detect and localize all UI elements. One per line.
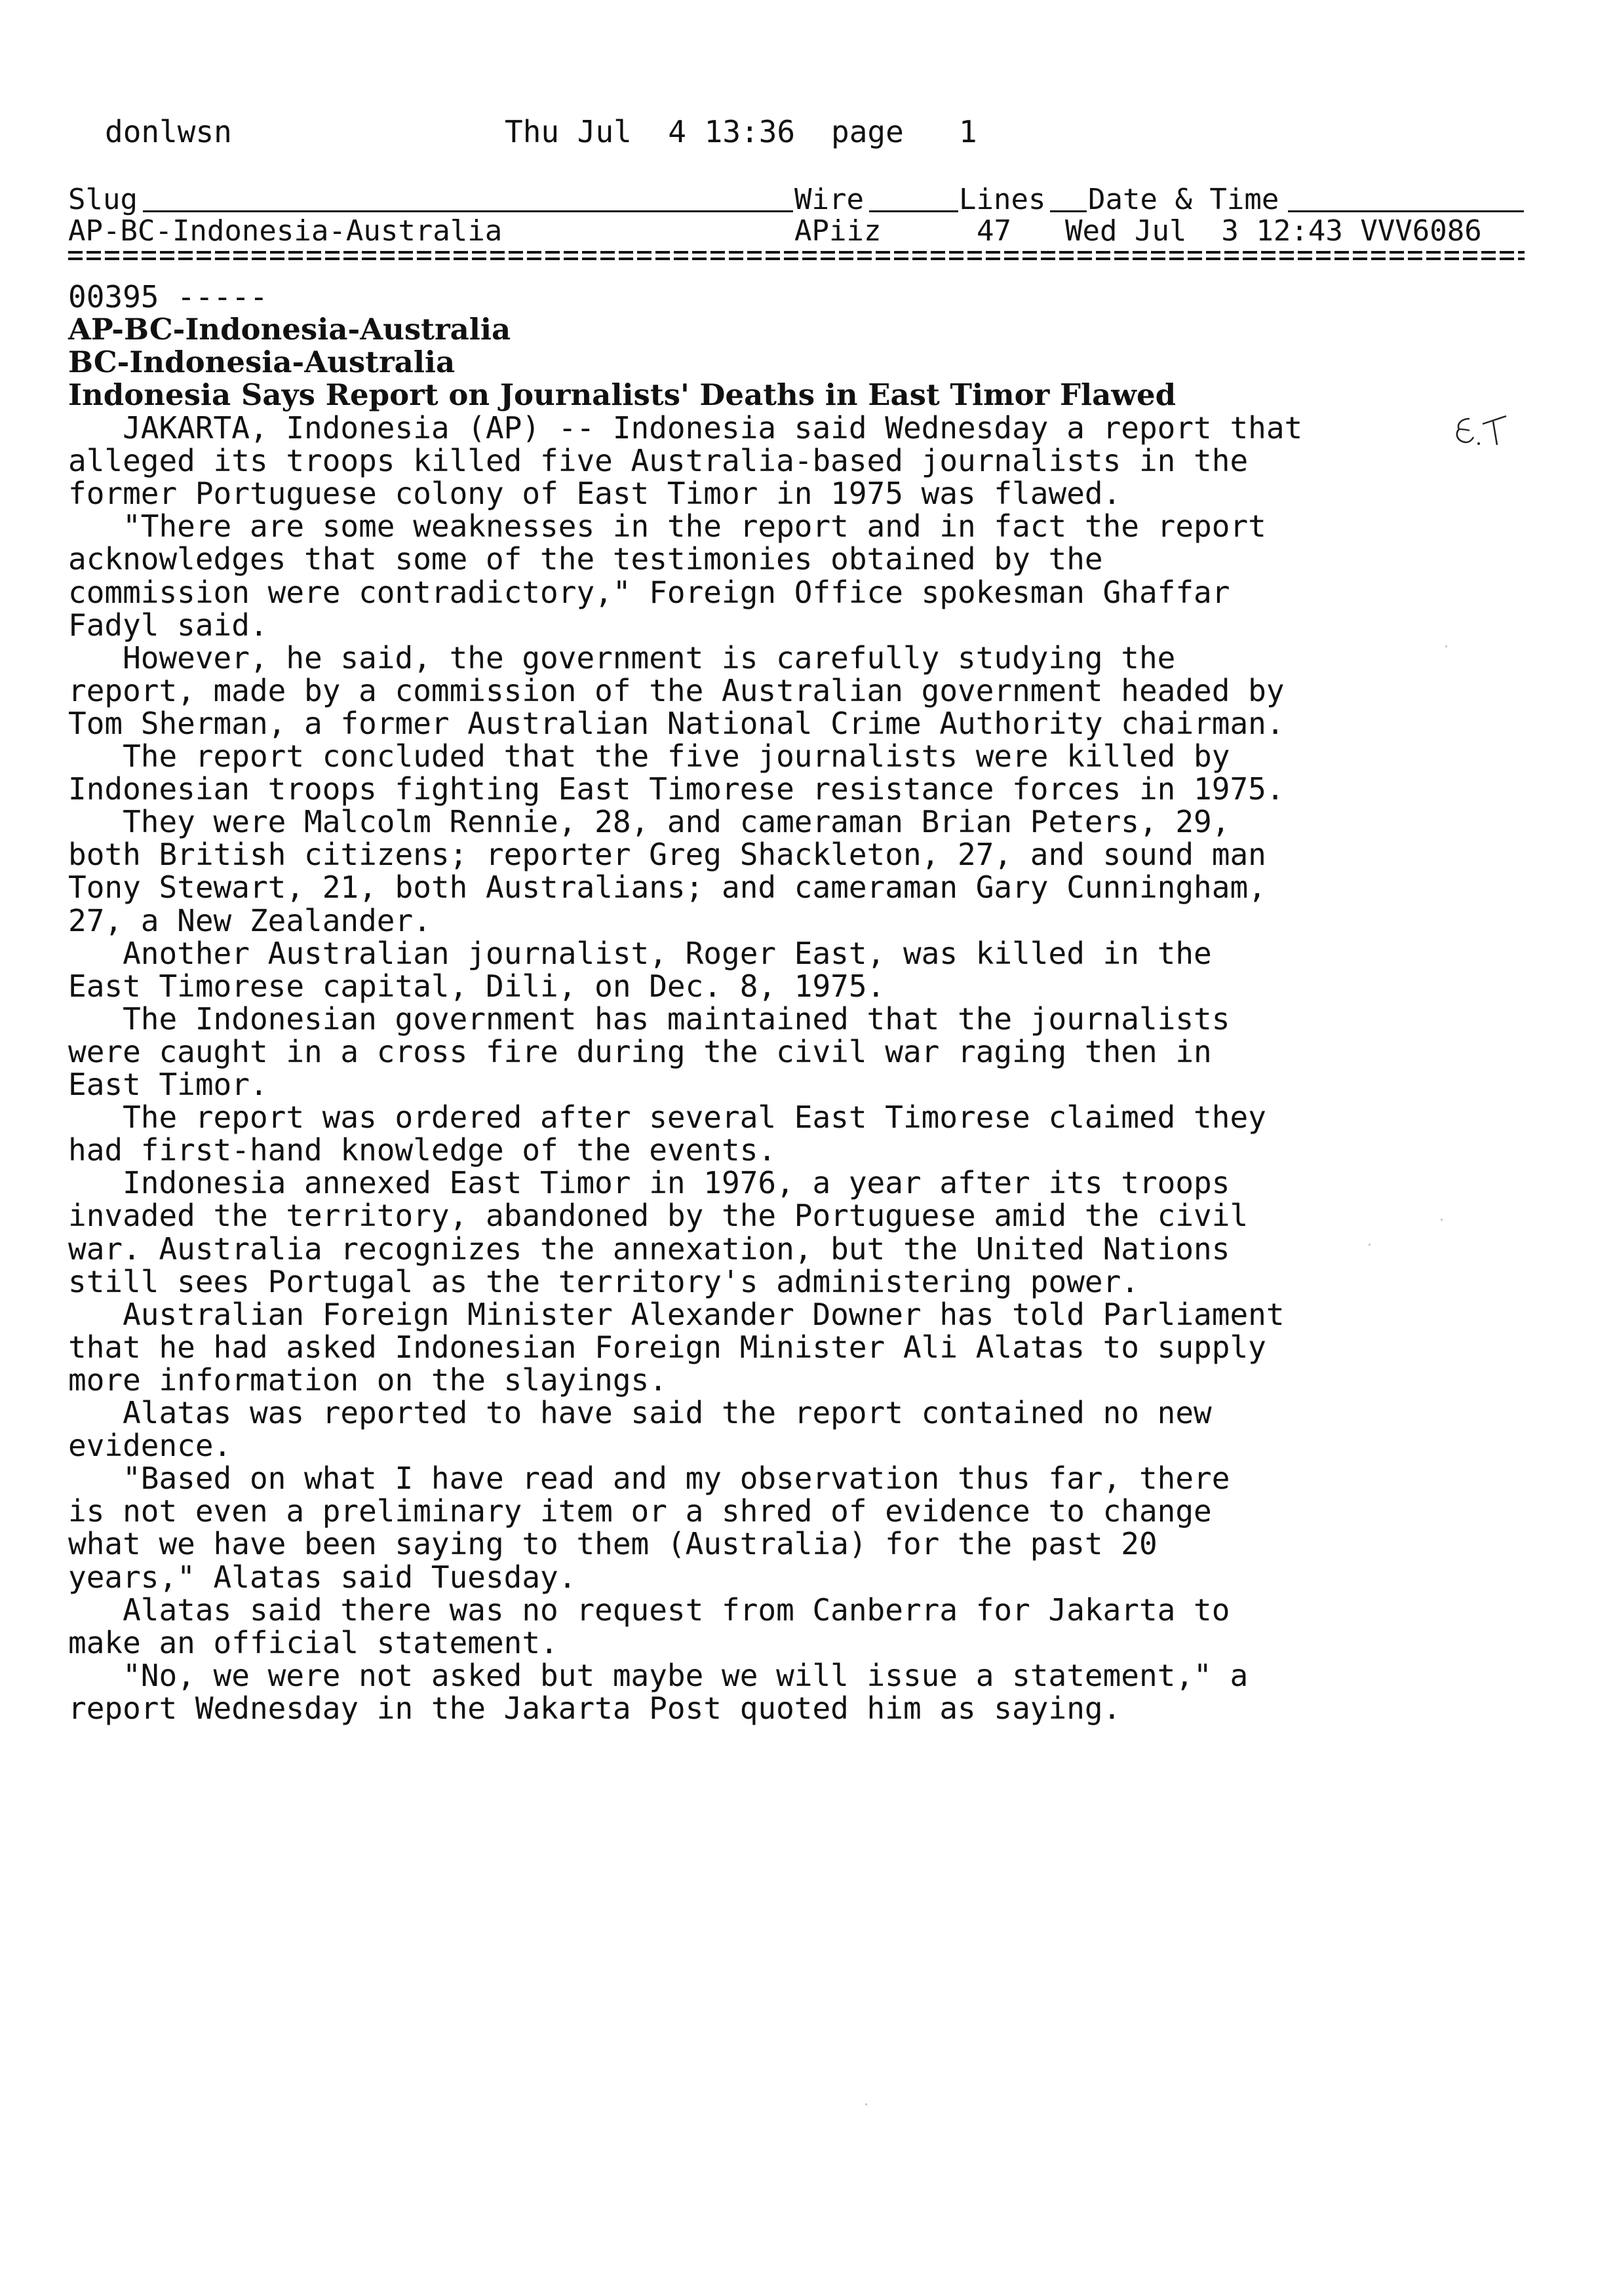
scan-speck (1369, 1244, 1371, 1246)
story-line: 27, a New Zealander. (68, 902, 431, 938)
story-line: invaded the territory, abandoned by the Portuguese amid the civil (68, 1198, 1249, 1234)
story-line: acknowledges that some of the testimonies obtained by the (68, 541, 1103, 577)
story-line: evidence. (68, 1428, 232, 1464)
story-line: The report was ordered after several East Timorese claimed they (68, 1100, 1266, 1136)
datetime-label: Date & Time (1088, 183, 1279, 216)
story-line: Indonesia annexed East Timor in 1976, a year after its troops (68, 1165, 1230, 1201)
scan-speck (1441, 1219, 1443, 1221)
story-line: However, he said, the government is carefully studying the (68, 640, 1176, 676)
story-line: make an official statement. (68, 1624, 558, 1660)
story-line: The Indonesian government has maintained that the journalists (68, 1001, 1230, 1037)
handwritten-note-icon (1450, 410, 1509, 455)
page-label: page (831, 114, 904, 149)
story-line: both British citizens; reporter Greg Shackleton, 27, and sound man (68, 837, 1266, 873)
wire-label: Wire (794, 183, 864, 216)
story-line: "Based on what I have read and my observation thus far, there (68, 1461, 1230, 1497)
story-line: report Wednesday in the Jakarta Post quoted him as saying. (68, 1690, 1121, 1726)
story-line: that he had asked Indonesian Foreign Minister Ali Alatas to supply (68, 1329, 1266, 1365)
separator-rule (68, 248, 1525, 263)
story-line: Alatas was reported to have said the report contained no new (68, 1395, 1212, 1430)
story-line: years," Alatas said Tuesday. (68, 1559, 577, 1595)
wire-underline (869, 210, 958, 212)
sender-id: donlwsn (105, 114, 232, 149)
datetime-underline (1288, 210, 1524, 212)
page-number: 1 (959, 114, 977, 149)
story-line: what we have been saying to them (Australia) for the past 20 (68, 1526, 1158, 1562)
story-line: had first-hand knowledge of the events. (68, 1132, 777, 1168)
story-id: 00395 ----- (68, 279, 268, 315)
story-slug-secondary: BC-Indonesia-Australia (68, 345, 456, 379)
story-line: East Timorese capital, Dili, on Dec. 8, 1975. (68, 968, 885, 1004)
story-line: report, made by a commission of the Australian government headed by (68, 672, 1285, 708)
story-line: JAKARTA, Indonesia (AP) -- Indonesia said Wednesday a report that (68, 410, 1303, 446)
story-line: Alatas said there was no request from Canberra for Jakarta to (68, 1592, 1230, 1628)
slug-underline (143, 210, 793, 212)
datetime-value: Wed Jul 3 12:43 VVV6086 (1065, 214, 1482, 248)
story-line: were caught in a cross fire during the civil war raging then in (68, 1033, 1212, 1069)
story-line: former Portuguese colony of East Timor in 1975 was flawed. (68, 476, 1121, 512)
story-line: Another Australian journalist, Roger East, was killed in the (68, 935, 1212, 971)
story-line: Fadyl said. (68, 607, 268, 643)
story-line: commission were contradictory," Foreign Office spokesman Ghaffar (68, 574, 1230, 610)
story-line: more information on the slayings. (68, 1362, 667, 1398)
slug-value: AP-BC-Indonesia-Australia (68, 214, 503, 248)
slug-label: Slug (68, 183, 138, 216)
story-line: Australian Foreign Minister Alexander Downer has told Parliament (68, 1296, 1285, 1332)
lines-underline (1050, 210, 1087, 212)
print-timestamp: Thu Jul 4 13:36 (505, 114, 796, 149)
story-line: war. Australia recognizes the annexation, but the United Nations (68, 1231, 1230, 1267)
headline: Indonesia Says Report on Journalists' Deaths in East Timor Flawed (68, 377, 1177, 412)
story-line: East Timor. (68, 1067, 268, 1102)
scan-speck (865, 2103, 867, 2105)
story-line: "No, we were not asked but maybe we will issue a statement," a (68, 1657, 1249, 1693)
story-line: still sees Portugal as the territory's administering power. (68, 1263, 1139, 1299)
story-line: Tony Stewart, 21, both Australians; and cameraman Gary Cunningham, (68, 870, 1266, 906)
story-line: Tom Sherman, a former Australian National Crime Authority chairman. (68, 705, 1285, 741)
story-slug-primary: AP-BC-Indonesia-Australia (68, 312, 511, 347)
scan-speck (1445, 645, 1447, 647)
story-line: "There are some weaknesses in the report and in fact the report (68, 508, 1266, 545)
lines-label: Lines (959, 183, 1046, 216)
wire-value: APiiz (794, 214, 882, 248)
story-line: Indonesian troops fighting East Timorese resistance forces in 1975. (68, 771, 1285, 807)
lines-value: 47 (977, 214, 1011, 248)
story-line: is not even a preliminary item or a shred of evidence to change (68, 1493, 1212, 1529)
story-line: They were Malcolm Rennie, 28, and cameraman Brian Peters, 29, (68, 804, 1230, 840)
story-line: alleged its troops killed five Australia-based journalists in the (68, 443, 1249, 479)
story-line: The report concluded that the five journalists were killed by (68, 738, 1230, 774)
